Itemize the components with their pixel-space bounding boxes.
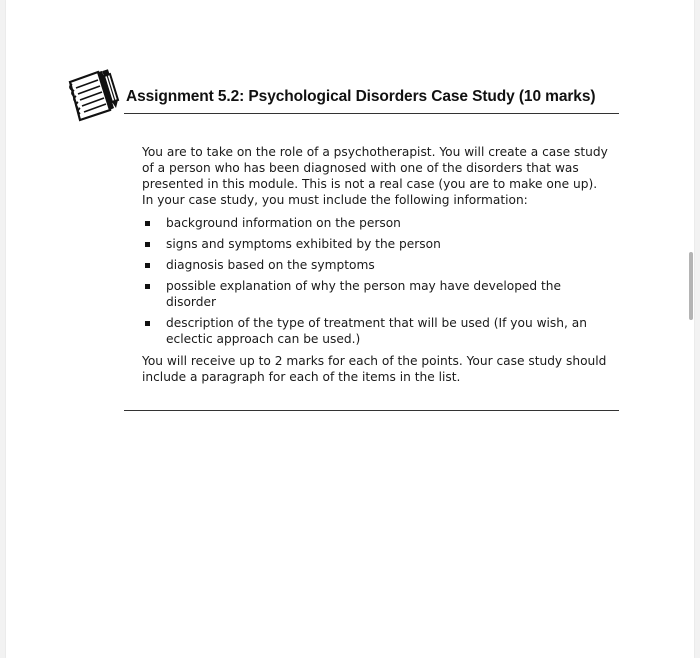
bullet-square-icon xyxy=(145,284,150,289)
list-item-text: possible explanation of why the person may have developed the disorder xyxy=(166,279,562,309)
list-item xyxy=(142,257,612,273)
list-item-text: background information on the person xyxy=(166,216,401,230)
list-item xyxy=(142,236,612,252)
page-title: Assignment 5.2: Psychological Disorders Case Study (10 marks) xyxy=(126,88,596,105)
bullet-square-icon xyxy=(145,242,150,247)
list-item xyxy=(142,215,612,231)
list-item-text: description of the type of treatment that will be used (If you wish, an eclectic approach can be used.) xyxy=(166,316,587,346)
assignment-body xyxy=(142,144,612,385)
bottom-divider xyxy=(124,410,619,411)
document-page xyxy=(6,0,694,658)
assignment-notepad-pencil-icon xyxy=(64,66,122,122)
vertical-scrollbar[interactable] xyxy=(689,252,693,320)
intro-paragraph: You are to take on the role of a psychotherapist. You will create a case study of a person who has been diagnosed with one of the disorders that was presented in this module. This is not a real case (you are to make one up). In your case study, you must include the following information: xyxy=(142,145,608,207)
bullet-square-icon xyxy=(145,221,150,226)
requirements-list xyxy=(142,215,612,347)
title-divider xyxy=(124,113,619,114)
bullet-square-icon xyxy=(145,263,150,268)
closing-paragraph: You will receive up to 2 marks for each of the points. Your case study should include a paragraph for each of the items in the list. xyxy=(142,354,607,384)
list-item xyxy=(142,315,612,347)
list-item-text: diagnosis based on the symptoms xyxy=(166,258,375,272)
list-item xyxy=(142,278,612,310)
assignment-heading xyxy=(64,66,620,116)
bullet-square-icon xyxy=(145,321,150,326)
list-item-text: signs and symptoms exhibited by the person xyxy=(166,237,441,251)
